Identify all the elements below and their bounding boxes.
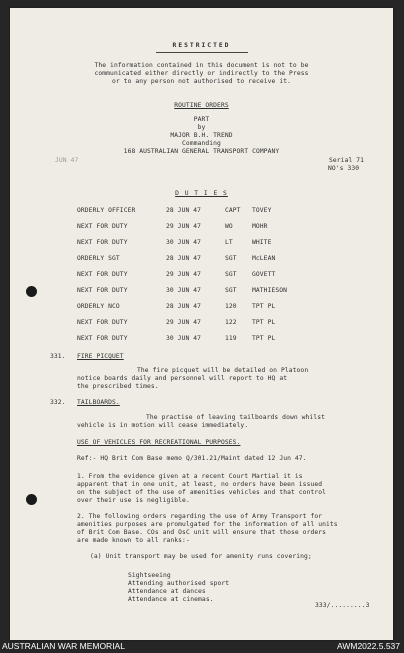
section-number: 331. bbox=[50, 353, 66, 360]
by-label: by bbox=[197, 124, 206, 131]
duty-rank: 119 bbox=[225, 335, 237, 342]
section-title: TAILBOARDS. bbox=[77, 399, 120, 406]
duty-role: ORDERLY NCO bbox=[77, 303, 120, 310]
duty-name: TPT PL bbox=[252, 319, 276, 326]
section-body-line: The fire picquet will be detailed on Platoon bbox=[137, 367, 309, 374]
footer-source: AUSTRALIAN WAR MEMORIAL bbox=[2, 641, 125, 651]
duty-name: MATHIESON bbox=[252, 287, 288, 294]
duty-rank: SGT bbox=[225, 287, 237, 294]
duty-date: 28 JUN 47 bbox=[166, 303, 202, 310]
paragraph-line: of Brit Com Base. COs and OsC unit will ensure that those orders bbox=[77, 529, 327, 536]
paragraph-line: amenities purposes are promulgated for the information of all units bbox=[77, 521, 338, 528]
duty-name: WHITE bbox=[252, 239, 272, 246]
notice-line: or to any person not authorised to receive it. bbox=[112, 78, 291, 85]
serial-number: Serial 71 bbox=[329, 157, 365, 164]
footer-accession-number: AWM2022.5.537 bbox=[337, 641, 400, 651]
duty-date: 30 JUN 47 bbox=[166, 287, 202, 294]
duty-rank: SGT bbox=[225, 271, 237, 278]
notice-line: The information contained in this document is not to be bbox=[94, 62, 309, 69]
duty-role: ORDERLY OFFICER bbox=[77, 207, 136, 214]
section-body-line: the prescribed times. bbox=[77, 383, 159, 390]
commanding-label: Commanding bbox=[182, 140, 221, 147]
routine-orders-title: ROUTINE ORDERS bbox=[174, 102, 229, 109]
commander-name: MAJOR B.H. TREND bbox=[170, 132, 233, 139]
sub-item-a: (a) Unit transport may be used for amenity runs covering; bbox=[90, 553, 312, 560]
duty-date: 28 JUN 47 bbox=[166, 255, 202, 262]
punch-hole bbox=[26, 286, 37, 297]
duty-date: 30 JUN 47 bbox=[166, 335, 202, 342]
duty-date: 29 JUN 47 bbox=[166, 271, 202, 278]
duties-heading: D U T I E S bbox=[175, 190, 228, 197]
part-label: PART bbox=[193, 116, 210, 123]
duty-role: NEXT FOR DUTY bbox=[77, 223, 128, 230]
duty-name: GOVETT bbox=[252, 271, 276, 278]
duty-role: NEXT FOR DUTY bbox=[77, 319, 128, 326]
duty-rank: SGT bbox=[225, 255, 237, 262]
duty-role: NEXT FOR DUTY bbox=[77, 271, 128, 278]
section-body-line: notice boards daily and personnel will report to HQ at bbox=[77, 375, 288, 382]
duty-rank: LT bbox=[225, 239, 233, 246]
order-numbers: NO's 330 bbox=[328, 165, 360, 172]
list-item: Attendance at dances bbox=[128, 588, 206, 595]
paragraph-line: are made known to all ranks:- bbox=[77, 537, 190, 544]
duty-date: 30 JUN 47 bbox=[166, 239, 202, 246]
paragraph-line: 1. From the evidence given at a recent Court Martial it is bbox=[77, 473, 303, 480]
section-number: 332. bbox=[50, 399, 66, 406]
reference-line: Ref:- HQ Brit Com Base memo Q/301.21/Maint dated 12 Jun 47. bbox=[77, 455, 307, 462]
duty-name: MOHR bbox=[252, 223, 268, 230]
list-item: Sightseeing bbox=[128, 572, 171, 579]
duty-date: 28 JUN 47 bbox=[166, 207, 202, 214]
duty-role: NEXT FOR DUTY bbox=[77, 287, 128, 294]
duty-name: TOVEY bbox=[252, 207, 272, 214]
section-title: USE OF VEHICLES FOR RECREATIONAL PURPOSES. bbox=[77, 439, 241, 446]
notice-line: communicated either directly or indirectly to the Press bbox=[94, 70, 309, 77]
list-item: Attendance at cinemas. bbox=[128, 596, 214, 603]
duty-date: 29 JUN 47 bbox=[166, 223, 202, 230]
duty-name: TPT PL bbox=[252, 335, 276, 342]
list-item: Attending authorised sport bbox=[128, 580, 230, 587]
paragraph-line: on the subject of the use of amenities vehicles and that control bbox=[77, 489, 327, 496]
duty-name: TPT PL bbox=[252, 303, 276, 310]
paragraph-line: apparent that in one unit, at least, no orders have been issued bbox=[77, 481, 323, 488]
date-stamp: JUN 47 bbox=[55, 157, 79, 164]
section-title: FIRE PICQUET bbox=[77, 353, 124, 360]
duty-role: NEXT FOR DUTY bbox=[77, 239, 128, 246]
section-body-line: The practise of leaving tailboards down whilst bbox=[146, 414, 325, 421]
section-body-line: vehicle is in motion will cease immediately. bbox=[77, 422, 249, 429]
duty-date: 29 JUN 47 bbox=[166, 319, 202, 326]
paragraph-line: 2. The following orders regarding the use of Army Transport for bbox=[77, 513, 323, 520]
continuation-marker: 333/.........3 bbox=[315, 602, 370, 609]
paragraph-line: over their use is negligible. bbox=[77, 497, 190, 504]
restricted-label: RESTRICTED bbox=[172, 42, 231, 49]
duty-rank: 120 bbox=[225, 303, 237, 310]
duty-name: McLEAN bbox=[252, 255, 276, 262]
duty-role: NEXT FOR DUTY bbox=[77, 335, 128, 342]
document-page bbox=[10, 8, 393, 640]
punch-hole bbox=[26, 494, 37, 505]
duty-rank: CAPT bbox=[225, 207, 241, 214]
duty-rank: 122 bbox=[225, 319, 237, 326]
duty-role: ORDERLY SGT bbox=[77, 255, 120, 262]
company-name: 168 AUSTRALIAN GENERAL TRANSPORT COMPANY bbox=[123, 148, 280, 155]
duty-rank: WO bbox=[225, 223, 233, 230]
